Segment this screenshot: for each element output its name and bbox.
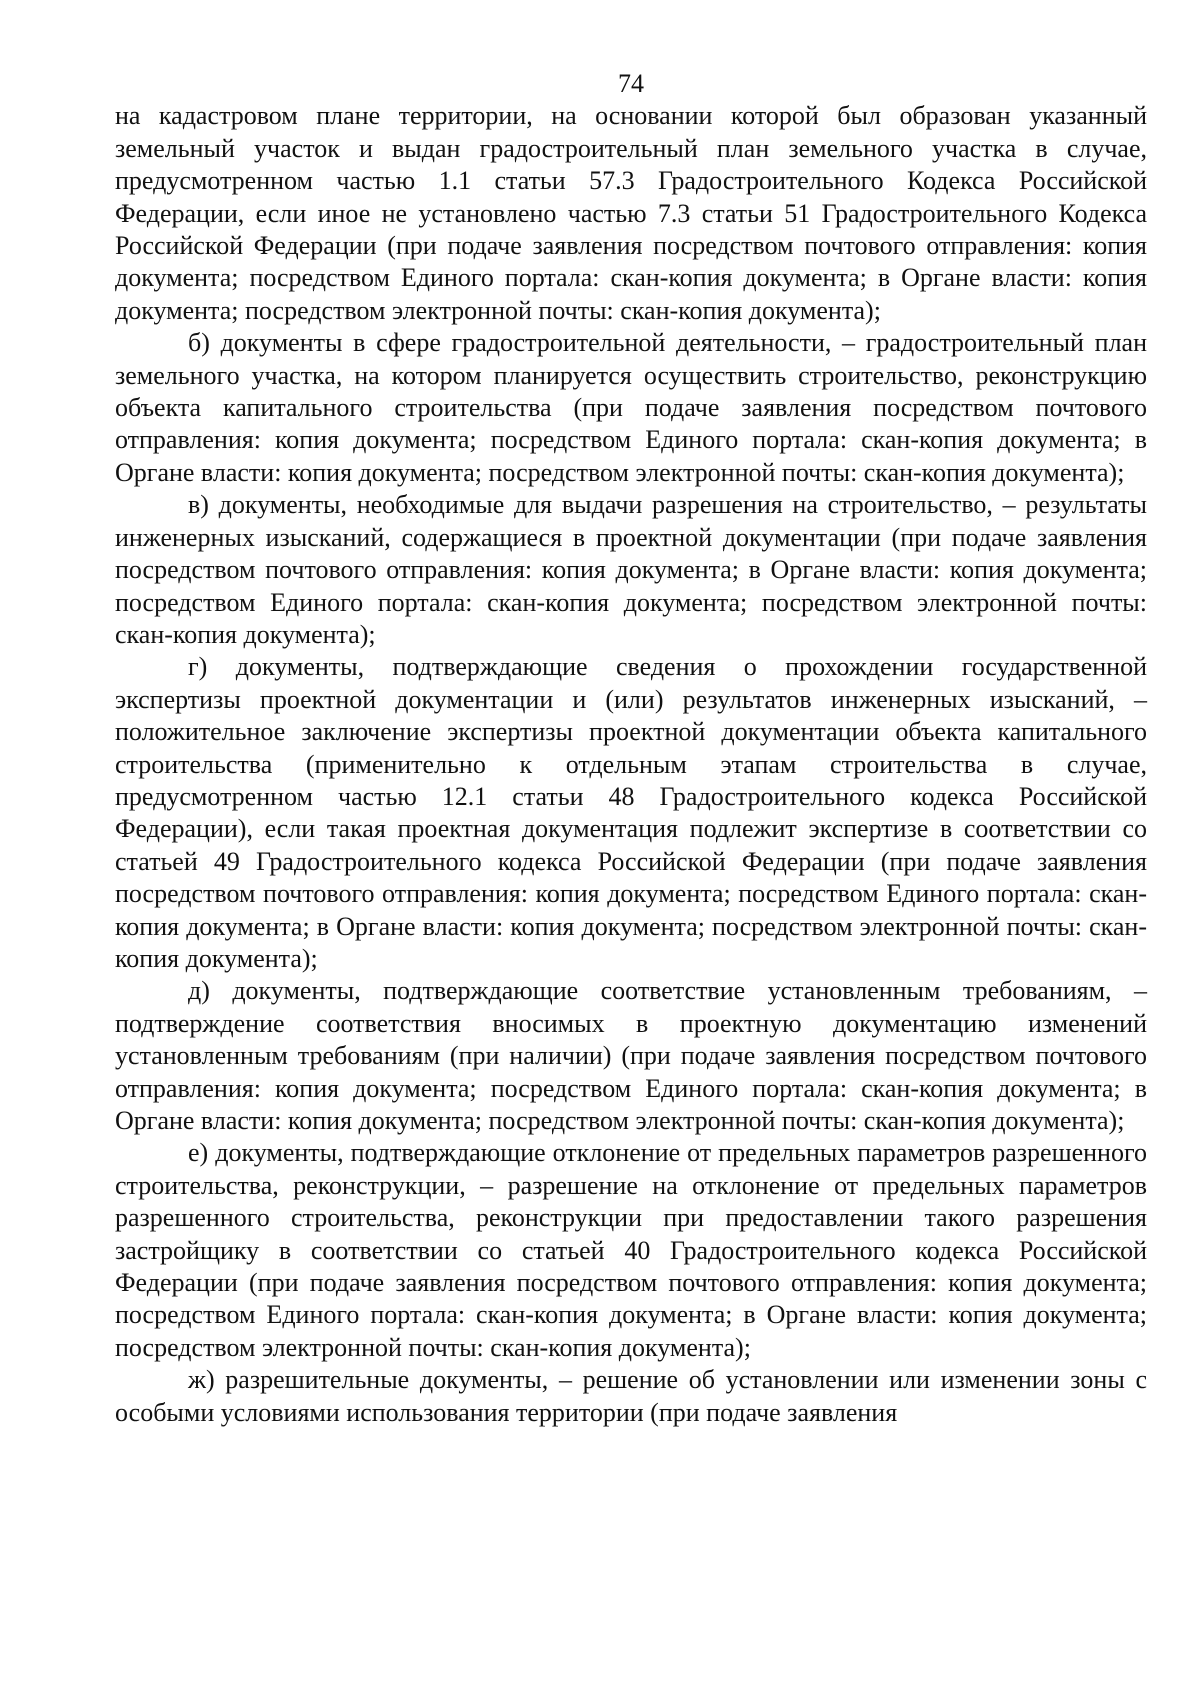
page-number: 74 bbox=[618, 69, 644, 98]
paragraph-g: г) документы, подтверждающие сведения о прохождении государственной экспертизы проектной документации и (или) результатов инженерных изысканий, – положительное заключение экспертизы проектной документации объекта капитального строительства (применительно к отдельным этапам строительства в случае, предусмотренном частью 12.1 статьи 48 Градостроительного кодекса Российской Федерации), если такая проектная документация подлежит экспертизе в соответствии со статьей 49 Градостроительного кодекса Российской Федерации (при подаче заявления посредством почтового отправления: копия документа; посредством Единого портала: скан-копия документа; в Органе власти: копия документа; посредством электронной почты: скан-копия документа); bbox=[115, 652, 1147, 973]
paragraph-zh: ж) разрешительные документы, – решение об установлении или изменении зоны с особыми условиями использования территории (при подаче заявления bbox=[115, 1365, 1147, 1427]
paragraph-e: е) документы, подтверждающие отклонение от предельных параметров разрешенного строительства, реконструкции, – разрешение на отклонение от предельных параметров разрешенного строительства, реконструкции при предоставлении такого разрешения застройщику в соответствии со статьей 40 Градостроительного кодекса Российской Федерации (при подаче заявления посредством почтового отправления: копия документа; посредством Единого портала: скан-копия документа; в Органе власти: копия документа; посредством электронной почты: скан-копия документа); bbox=[115, 1138, 1147, 1362]
paragraph-v: в) документы, необходимые для выдачи разрешения на строительство, – результаты инженерных изысканий, содержащиеся в проектной документации (при подаче заявления посредством почтового отправления: копия документа; в Органе власти: копия документа; посредством Единого портала: скан-копия документа; посредством электронной почты: скан-копия документа); bbox=[115, 490, 1147, 649]
document-page bbox=[115, 68, 1147, 1429]
paragraph-continuation: на кадастровом плане территории, на основании которой был образован указанный земельный участок и выдан градостроительный план земельного участка в случае, предусмотренном частью 1.1 статьи 57.3 Градостроительного Кодекса Российской Федерации, если иное не установлено частью 7.3 статьи 51 Градостроительного Кодекса Российской Федерации (при подаче заявления посредством почтового отправления: копия документа; посредством Единого портала: скан-копия документа; в Органе власти: копия документа; посредством электронной почты: скан-копия документа); bbox=[115, 101, 1147, 325]
paragraph-d: д) документы, подтверждающие соответствие установленным требованиям, – подтверждение соответствия вносимых в проектную документацию изменений установленным требованиям (при наличии) (при подаче заявления посредством почтового отправления: копия документа; посредством Единого портала: скан-копия документа; в Органе власти: копия документа; посредством электронной почты: скан-копия документа); bbox=[115, 976, 1147, 1135]
paragraph-b: б) документы в сфере градостроительной деятельности, – градостроительный план земельного участка, на котором планируется осуществить строительство, реконструкцию объекта капитального строительства (при подаче заявления посредством почтового отправления: копия документа; посредством Единого портала: скан-копия документа; в Органе власти: копия документа; посредством электронной почты: скан-копия документа); bbox=[115, 328, 1147, 487]
